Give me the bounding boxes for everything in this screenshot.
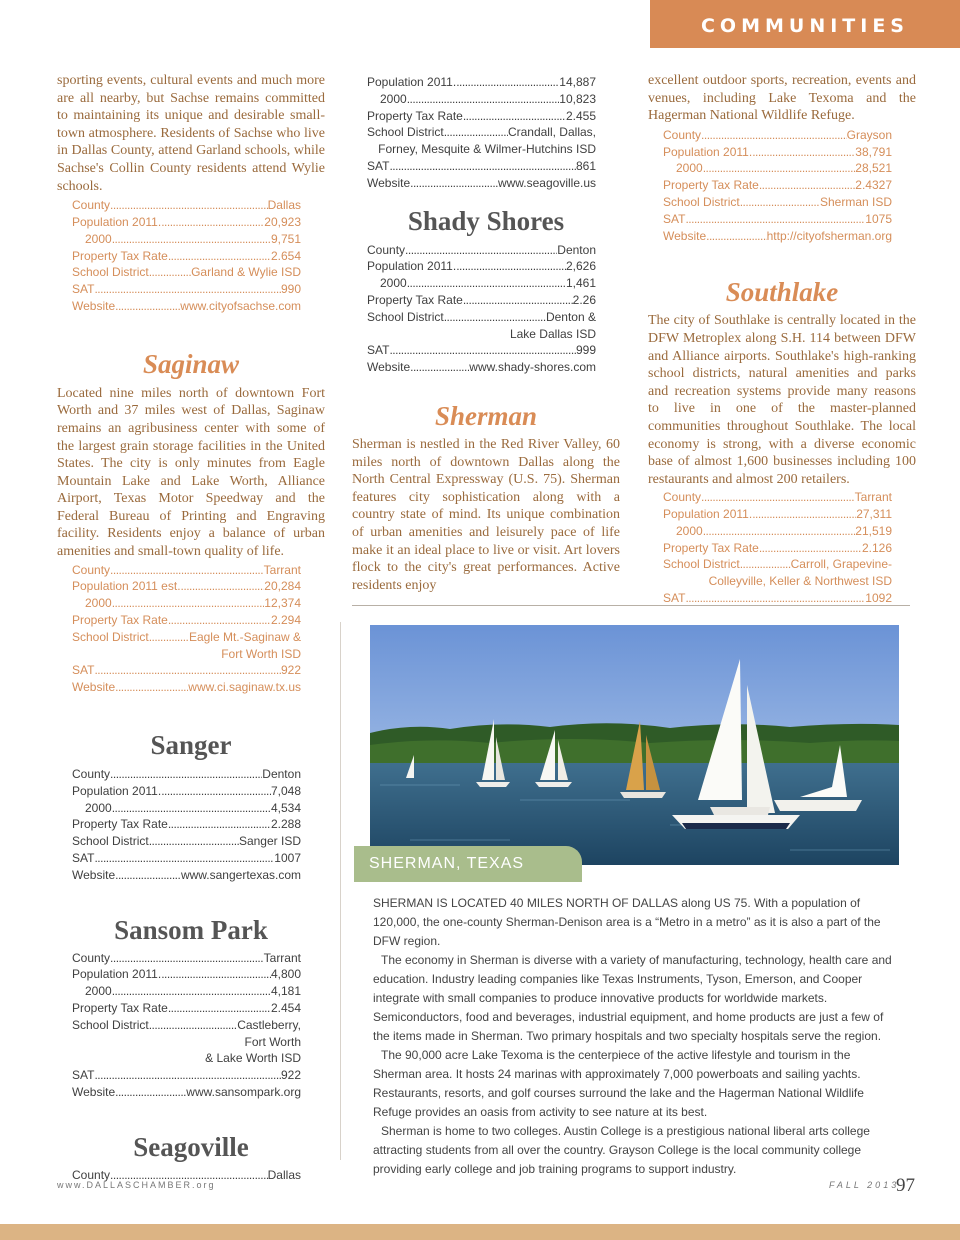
stat-value: 1075	[865, 211, 892, 226]
stat-value: 2.454	[270, 1001, 301, 1016]
stat-label: County	[663, 127, 702, 142]
stat-label: Population 2011.	[72, 783, 162, 798]
dot-leader	[456, 258, 566, 275]
stat-value: 2.4327	[855, 178, 892, 193]
stat-row	[72, 298, 301, 315]
dot-leader	[181, 578, 265, 595]
stat-label: 2000	[380, 91, 407, 106]
stat-row	[72, 662, 301, 679]
feature-paragraph-3: The 90,000 acre Lake Texoma is the centerpiece of the active lifestyle and tourism in the Sherman area. It hosts 24 marinas with approximately 7,000 powerboats and sailing yachts. Restaurants, resorts, and golf courses surround the lake and the Hagerman National Wildlife Refuge provides an oasis from activity to see nature at its best.	[373, 1048, 864, 1119]
dot-leader	[701, 127, 847, 144]
dot-leader	[94, 662, 281, 679]
stat-label: 2000	[676, 161, 703, 176]
stat-value: 20,284	[264, 579, 301, 594]
stat-label: Website	[72, 1085, 116, 1099]
stat-value: 4,534	[270, 800, 301, 815]
stat-value: 2,626	[565, 259, 596, 274]
stat-row	[72, 281, 301, 298]
stat-label: School District	[663, 557, 740, 572]
dot-leader	[759, 540, 862, 557]
stat-value: www.sangertexas.com	[180, 867, 301, 882]
stat-value: 1,461	[565, 276, 596, 291]
stat-value: Eagle Mt.-Saginaw &	[188, 629, 301, 644]
dot-leader	[405, 242, 557, 259]
dot-leader	[444, 309, 546, 326]
dot-leader	[161, 214, 264, 231]
dot-leader	[161, 966, 271, 983]
stat-value: 10,823	[559, 91, 596, 106]
southlake-stats	[663, 489, 892, 607]
stat-label: SAT	[367, 158, 390, 173]
column-divider	[340, 622, 341, 1160]
dot-leader	[706, 228, 766, 245]
page-number: 97	[896, 1175, 915, 1196]
stat-value: 2.26	[572, 292, 596, 307]
stat-row	[72, 867, 301, 884]
stat-row	[367, 292, 596, 309]
stat-value: Sanger ISD	[238, 834, 301, 849]
stat-row	[72, 1017, 301, 1034]
stat-label: 2000	[85, 596, 112, 611]
stat-value-continued: Fort Worth ISD	[221, 646, 301, 661]
stat-row	[72, 783, 301, 800]
stat-label: SAT	[72, 663, 95, 678]
stat-value: Crandall, Dallas,	[507, 125, 596, 140]
stat-value: 12,374	[264, 596, 301, 611]
stat-row	[72, 983, 301, 1000]
stat-value: 990	[280, 282, 301, 297]
stat-label: County	[72, 767, 111, 782]
stat-label: Population 2011.	[663, 144, 753, 159]
stat-row	[663, 211, 892, 228]
dot-leader	[94, 1067, 281, 1084]
stat-label: Population 2011.	[663, 507, 753, 522]
stat-row	[663, 506, 892, 523]
dot-leader	[703, 523, 856, 540]
stat-label: Property Tax Rate	[663, 540, 759, 555]
stat-value: 2.126	[861, 540, 892, 555]
stat-row	[72, 264, 301, 281]
stat-label: 2000	[676, 523, 703, 538]
stat-value: 28,521	[855, 161, 892, 176]
stat-label: School District	[72, 265, 149, 280]
stat-label: Website	[663, 228, 707, 243]
stat-row	[663, 194, 892, 211]
stat-label: Property Tax Rate	[367, 292, 463, 307]
saginaw-title: Saginaw	[142, 348, 240, 379]
stat-value: 20,923	[264, 214, 301, 229]
dot-leader	[168, 1000, 271, 1017]
footer-issue: FALL 2013	[829, 1180, 900, 1190]
dot-leader	[740, 556, 791, 573]
footer-url: www.DALLASCHAMBER.org	[57, 1180, 216, 1190]
stat-label: 2000	[85, 984, 112, 999]
stat-value: 2.654	[270, 248, 301, 263]
stat-row	[663, 177, 892, 194]
stat-row	[663, 127, 892, 144]
column-left	[57, 72, 325, 1184]
stat-value: Dallas	[267, 198, 301, 213]
stat-value: 999	[575, 343, 596, 358]
dot-leader	[149, 264, 191, 281]
dot-leader	[112, 983, 271, 1000]
dot-leader	[94, 850, 274, 867]
stat-row	[72, 833, 301, 850]
stat-value: www.seagoville.us	[497, 175, 596, 190]
photo-caption	[354, 846, 582, 882]
dot-leader	[463, 108, 566, 125]
dot-leader	[112, 595, 265, 612]
dot-leader	[410, 359, 469, 376]
stat-row	[663, 489, 892, 506]
stat-label: 2000	[85, 231, 112, 246]
dot-leader	[389, 342, 576, 359]
stat-label: Website	[72, 298, 116, 313]
dot-leader	[112, 800, 271, 817]
section-title-tab	[650, 0, 960, 48]
stat-value: Denton	[557, 242, 596, 257]
dot-leader	[444, 124, 508, 141]
stat-value: Sherman ISD	[819, 194, 892, 209]
stat-value: Garland & Wylie ISD	[191, 265, 301, 280]
stat-row	[72, 231, 301, 248]
stat-value: http://cityofsherman.org	[766, 228, 892, 243]
stat-row	[72, 966, 301, 983]
stat-label: County	[72, 1167, 111, 1182]
stat-label: School District	[367, 309, 444, 324]
sachse-stats	[72, 197, 301, 315]
dot-leader	[115, 679, 188, 696]
dot-leader	[110, 197, 268, 214]
stat-label: School District	[72, 629, 149, 644]
stat-value: 2.288	[270, 817, 301, 832]
sherman-body-cont: excellent outdoor sports, recreation, events and venues, including Lake Texoma and the Hagerman National Wildlife Refuge.	[648, 73, 916, 124]
dot-leader	[701, 489, 855, 506]
stat-value: 7,048	[270, 783, 301, 798]
shady-shores-stats	[367, 242, 596, 376]
stat-value: Grayson	[846, 127, 892, 142]
dot-leader	[149, 1017, 238, 1034]
stat-label: Property Tax Rate	[663, 178, 759, 193]
stat-value: 4,800	[270, 967, 301, 982]
stat-label: Property Tax Rate	[72, 1001, 168, 1016]
dot-leader	[115, 298, 180, 315]
stat-label: SAT	[72, 851, 95, 866]
stat-row	[72, 197, 301, 214]
stat-label: Population 2011 est.	[72, 579, 181, 594]
stat-label: Property Tax Rate	[72, 248, 168, 263]
sailboats-photo	[370, 625, 899, 865]
stat-row	[367, 342, 596, 359]
dot-leader	[161, 783, 271, 800]
stat-row	[72, 578, 301, 595]
stat-value: Castleberry,	[237, 1017, 301, 1032]
stat-row	[367, 91, 596, 108]
stat-row	[72, 562, 301, 579]
stat-label: Population 2011.	[367, 259, 457, 274]
stat-label: Property Tax Rate	[367, 108, 463, 123]
stat-label: SAT	[663, 591, 686, 606]
stat-value: 14,887	[559, 75, 596, 89]
stat-value: 4,181	[270, 984, 301, 999]
stat-value: Dallas	[267, 1167, 301, 1182]
stat-label: Website	[367, 175, 411, 190]
stat-value: www.ci.saginaw.tx.us	[188, 680, 301, 695]
stat-value: 27,311	[856, 507, 892, 522]
stat-row	[72, 612, 301, 629]
stat-value-continued: Lake Dallas ISD	[509, 326, 596, 341]
stat-value: Tarrant	[854, 490, 892, 505]
sherman-body: Sherman is nestled in the Red River Valley, 60 miles north of downtown Dallas along the North Central Expressway (U.S. 75). Sherman features city sophistication along with a country state of mind. Its unique combination of urban amenities and leisurely pace of life make it an ideal place to live or visit. Art lovers flock to the city's great performances. Active residents enjoy	[352, 436, 620, 593]
stat-value: Carroll, Grapevine-	[790, 557, 892, 572]
stat-row	[367, 74, 596, 91]
stat-row	[72, 1000, 301, 1017]
saginaw-body: Located nine miles north of downtown Fort Worth and 37 miles west of Dallas, Saginaw remains an agribusiness center with some of the largest grain storage facilities in the United States. The city is only minutes from Eagle Mountain Lake and Lake Worth, Alliance Airport, Texas Motor Speedway and the Federal Bureau of Printing and Engraving facility. Residents enjoy a balance of urban amenities and small-town quality of life.	[57, 385, 325, 560]
stat-row	[72, 595, 301, 612]
stat-value: 922	[280, 663, 301, 678]
stat-value: 861	[575, 158, 596, 173]
dot-leader	[149, 629, 189, 646]
stat-label: School District	[72, 834, 149, 849]
dot-leader	[168, 816, 271, 833]
dot-leader	[115, 867, 181, 884]
column-middle	[352, 74, 620, 594]
stat-label: School District	[663, 194, 740, 209]
stat-row	[367, 242, 596, 259]
stat-row	[72, 800, 301, 817]
stat-row	[663, 523, 892, 540]
stat-row	[72, 1084, 301, 1101]
stat-value: 1092	[865, 591, 892, 606]
stat-row	[367, 275, 596, 292]
stat-label: Population 2011.	[367, 75, 457, 89]
dot-leader	[149, 833, 239, 850]
dot-leader	[456, 74, 559, 91]
southlake-title: Southlake	[725, 277, 839, 308]
sansom-park-stats	[72, 950, 301, 1101]
dot-leader	[740, 194, 820, 211]
sherman-title: Sherman	[434, 400, 538, 431]
dot-leader	[407, 275, 566, 292]
stat-row	[663, 228, 892, 245]
stat-row	[367, 258, 596, 275]
stat-row	[72, 850, 301, 867]
stat-row	[663, 144, 892, 161]
stat-label: SAT	[72, 1068, 95, 1083]
stat-value: 38,791	[855, 144, 892, 159]
stat-value: 1007	[274, 851, 301, 866]
sherman-stats	[663, 127, 892, 245]
stat-row	[663, 540, 892, 557]
dot-leader	[463, 292, 573, 309]
stat-label: Property Tax Rate	[72, 817, 168, 832]
seagoville-title: Seagoville	[133, 1131, 249, 1162]
section-title: COMMUNITIES	[700, 15, 909, 37]
stat-label: Website	[72, 680, 116, 695]
dot-leader	[389, 158, 576, 175]
stat-value: www.shady-shores.com	[469, 360, 596, 375]
stat-value: 922	[280, 1068, 301, 1083]
dot-leader	[752, 144, 855, 161]
stat-row	[367, 359, 596, 376]
stat-row	[72, 248, 301, 265]
dot-leader	[759, 177, 855, 194]
stat-value-continued: Forney, Mesquite & Wilmer-Hutchins ISD	[378, 142, 596, 157]
stat-label: County	[72, 562, 111, 577]
column-right	[648, 72, 916, 607]
stat-value: www.cityofsachse.com	[180, 298, 301, 313]
stat-row	[72, 214, 301, 231]
stat-value: Tarrant	[263, 950, 301, 965]
feature-paragraph-4: Sherman is home to two colleges. Austin College is a prestigious national liberal arts college attracting students from all over the country. Grayson College is the local community college providing early college and job training programs to support industry.	[373, 1124, 870, 1176]
stat-label: SAT	[367, 343, 390, 358]
stat-label: 2000	[85, 800, 112, 815]
sanger-title: Sanger	[150, 730, 232, 761]
stat-label: County	[663, 490, 702, 505]
stat-value: 21,519	[855, 523, 892, 538]
stat-label: School District	[367, 125, 444, 140]
stat-label: County	[367, 242, 406, 257]
stat-row	[663, 160, 892, 177]
stat-value: Tarrant	[263, 562, 301, 577]
stat-row	[72, 1067, 301, 1084]
dot-leader	[110, 950, 264, 967]
feature-paragraph-1: SHERMAN IS LOCATED 40 MILES NORTH OF DALLAS along US 75. With a population of 120,000, the one-county Sherman-Denison area is a “Metro in a metro” as it is also a part of the DFW region.	[373, 896, 881, 948]
stat-label: 2000	[380, 276, 407, 291]
stat-value-continued: & Lake Worth ISD	[205, 1051, 301, 1066]
stat-label: County	[72, 198, 111, 213]
stat-value: Denton	[262, 767, 301, 782]
stat-label: County	[72, 950, 111, 965]
stat-row	[663, 556, 892, 573]
sanger-stats	[72, 766, 301, 884]
stat-value: 2.294	[270, 613, 301, 628]
stat-label: Population 2011.	[72, 214, 162, 229]
dot-leader	[685, 211, 865, 228]
dot-leader	[110, 562, 264, 579]
dot-leader	[410, 175, 498, 192]
stat-label: Website	[367, 360, 411, 375]
stat-row	[367, 309, 596, 326]
stat-label: School District	[72, 1017, 149, 1032]
dot-leader	[115, 1084, 186, 1101]
stat-value: 9,751	[270, 231, 301, 246]
dot-leader	[110, 766, 262, 783]
stat-label: Population 2011.	[72, 967, 162, 982]
sansom-park-title: Sansom Park	[114, 914, 268, 945]
saginaw-stats	[72, 562, 301, 696]
dot-leader	[168, 248, 271, 265]
stat-row	[367, 124, 596, 141]
feature-paragraph-2: The economy in Sherman is diverse with a variety of manufacturing, technology, health care and education. Industry leading companies like Texas Instruments, Tyson, Emerson, and Cooper integrate with small companies to produce innovative products for worldwide markets. Semiconductors, food and beverages, industrial equipment, and home products are just a few of the items made in Sherman. Two primary hospitals and two specialty hospitals serve the region.	[373, 953, 892, 1043]
stat-label: SAT	[663, 211, 686, 226]
stat-row	[72, 629, 301, 646]
stat-value: www.sansompark.org	[186, 1085, 301, 1099]
dot-leader	[94, 281, 281, 298]
sherman-texas-feature	[373, 894, 893, 1179]
stat-row	[72, 679, 301, 696]
stat-row	[72, 816, 301, 833]
stat-row	[367, 158, 596, 175]
bottom-band	[0, 1224, 960, 1240]
dot-leader	[112, 231, 271, 248]
dot-leader	[407, 91, 560, 108]
seagoville-stats-cont	[367, 74, 596, 192]
stat-row	[72, 766, 301, 783]
stat-row	[72, 950, 301, 967]
section-divider	[352, 605, 910, 606]
stat-row	[367, 175, 596, 192]
stat-value-continued: Fort Worth	[244, 1034, 301, 1049]
dot-leader	[168, 612, 271, 629]
photo-caption-text: SHERMAN, TEXAS	[369, 855, 525, 872]
stat-value-continued: Colleyville, Keller & Northwest ISD	[708, 574, 892, 589]
stat-label: Website	[72, 867, 116, 882]
dot-leader	[752, 506, 856, 523]
sachse-body: sporting events, cultural events and much more are all nearby, but Sachse remains committed to maintaining its unique and desirable small-town atmosphere. Residents of Sachse who live in Dallas County, attend Garland schools, while Sachse's Collin County residents attend Wylie schools.	[57, 73, 325, 194]
stat-value: 2.455	[565, 108, 596, 123]
stat-label: SAT	[72, 282, 95, 297]
stat-row	[367, 108, 596, 125]
stat-value: Denton &	[545, 309, 596, 324]
southlake-body: The city of Southlake is centrally located in the DFW Metroplex along S.H. 114 between DFW and Alliance airports. Southlake's high-ranking school districts, natural amenities and parks and recreation systems provide many reasons to live in one of the master-planned communities throughout Southlake. The local economy is strong, with a diverse economic base of almost 1,600 businesses including 100 restaurants and almost 200 retailers.	[648, 313, 916, 487]
dot-leader	[703, 160, 856, 177]
stat-label: Property Tax Rate	[72, 613, 168, 628]
shady-shores-title: Shady Shores	[407, 205, 565, 236]
